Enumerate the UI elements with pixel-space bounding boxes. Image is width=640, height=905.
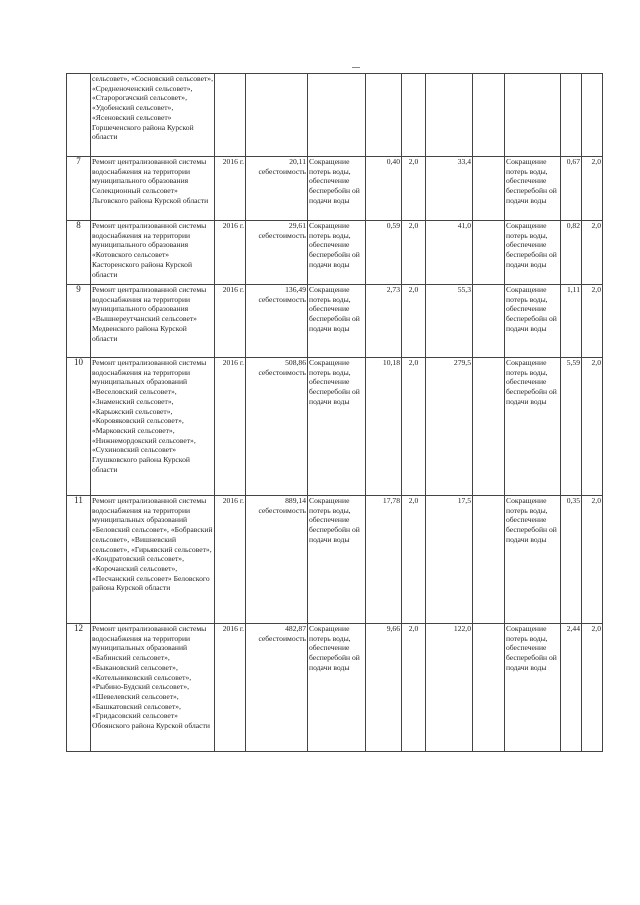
value-cell: 279,5 [426, 358, 473, 496]
cost-cell: 482,87 себестоимость [246, 624, 308, 752]
result-cell: Сокращение потерь воды, обеспечение бесперебойн ой подачи воды [505, 358, 561, 496]
goal-cell: Сокращение потерь воды, обеспечение бесперебойн ой подачи воды [308, 624, 366, 752]
value-cell: 2,0 [402, 157, 426, 221]
goal-cell [308, 74, 366, 157]
result-cell: Сокращение потерь воды, обеспечение бесперебойн ой подачи воды [505, 285, 561, 358]
value-cell: 0,35 [561, 496, 582, 624]
table-row [67, 74, 603, 157]
value-cell [473, 358, 505, 496]
table-row [67, 358, 603, 496]
value-cell [582, 74, 603, 157]
goal-cell: Сокращение потерь воды, обеспечение бесперебойн ой подачи воды [308, 496, 366, 624]
object-name: Ремонт централизованной системы водоснабжения на территории муниципального образования «Котовского сельсовет» Касторенского района Курской области [91, 221, 215, 285]
result-cell: Сокращение потерь воды, обеспечение бесперебойн ой подачи воды [505, 496, 561, 624]
value-cell: 10,18 [366, 358, 402, 496]
result-cell: Сокращение потерь воды, обеспечение бесперебойн ой подачи воды [505, 624, 561, 752]
row-number: 12 [67, 624, 91, 752]
row-number: 11 [67, 496, 91, 624]
cost-cell [246, 74, 308, 157]
value-cell [402, 74, 426, 157]
result-cell: Сокращение потерь воды, обеспечение бесперебойн ой подачи воды [505, 157, 561, 221]
value-cell: 2,44 [561, 624, 582, 752]
value-cell: 2,73 [366, 285, 402, 358]
value-cell: 5,59 [561, 358, 582, 496]
value-cell: 122,0 [426, 624, 473, 752]
year-cell [215, 74, 246, 157]
water-supply-repair-table [66, 73, 603, 752]
value-cell: 17,78 [366, 496, 402, 624]
goal-cell: Сокращение потерь воды, обеспечение бесперебойн ой подачи воды [308, 285, 366, 358]
value-cell: 0,82 [561, 221, 582, 285]
value-cell: 2,0 [402, 358, 426, 496]
value-cell [473, 221, 505, 285]
value-cell: 41,0 [426, 221, 473, 285]
value-cell [473, 496, 505, 624]
goal-cell: Сокращение потерь воды, обеспечение бесперебойн ой подачи воды [308, 157, 366, 221]
year-cell: 2016 г. [215, 157, 246, 221]
row-number [67, 74, 91, 157]
value-cell: 2,0 [582, 285, 603, 358]
cost-cell: 29,61 себестоимость [246, 221, 308, 285]
value-cell [366, 74, 402, 157]
value-cell: 55,3 [426, 285, 473, 358]
row-number: 8 [67, 221, 91, 285]
object-name: сельсовет», «Сосновский сельсовет», «Средненоченский сельсовет», «Старорогачский сельсовет», «Удобенский сельсовет», «Ясеновский сельсовет» Горшеченского района Курской области [91, 74, 215, 157]
value-cell: 2,0 [582, 496, 603, 624]
value-cell: 0,67 [561, 157, 582, 221]
value-cell: 9,66 [366, 624, 402, 752]
object-name: Ремонт централизованной системы водоснабжения на территории муниципального образования «Вышнереутчанский сельсовет» Медвенского района Курской области [91, 285, 215, 358]
value-cell: 1,11 [561, 285, 582, 358]
object-name: Ремонт централизованной системы водоснабжения на территории муниципального образования Селекционный сельсовет» Льговского района Курской области [91, 157, 215, 221]
goal-cell: Сокращение потерь воды, обеспечение бесперебойн ой подачи воды [308, 221, 366, 285]
value-cell: 2,0 [402, 496, 426, 624]
year-cell: 2016 г. [215, 358, 246, 496]
year-cell: 2016 г. [215, 285, 246, 358]
value-cell [473, 157, 505, 221]
value-cell: 0,59 [366, 221, 402, 285]
cost-cell: 136,49 себестоимость [246, 285, 308, 358]
value-cell: 2,0 [402, 624, 426, 752]
object-name: Ремонт централизованной системы водоснабжения на территории муниципальных образований «Веселовский сельсовет», «Знаменский сельсовет», «Карыжский сельсовет», «Коровяковский сельсовет», «Марковский сельсовет», «Нижнемордокский сельсовет», «Сухиновский сельсовет» Глушковского района Курской области [91, 358, 215, 496]
value-cell: 2,0 [582, 221, 603, 285]
value-cell [426, 74, 473, 157]
object-name: Ремонт централизованной системы водоснабжения на территории муниципальных образований «Бабинский сельсовет», «Быкановский сельсовет», «Котельниковский сельсовет», «Рыбино-Будский сельсовет», «Шевелевский сельсовет», «Башкатовский сельсовет», «Гридасовский сельсовет» Обоянского района Курской области [91, 624, 215, 752]
scan-mark [352, 67, 360, 68]
value-cell: 2,0 [582, 157, 603, 221]
cost-cell: 20,11 себестоимость [246, 157, 308, 221]
value-cell: 0,40 [366, 157, 402, 221]
year-cell: 2016 г. [215, 221, 246, 285]
year-cell: 2016 г. [215, 496, 246, 624]
value-cell: 2,0 [582, 624, 603, 752]
object-name: Ремонт централизованной системы водоснабжения на территории муниципальных образований «Беловский сельсовет», «Бобравский сельсовет», «Вишневский сельсовет», «Гирьявский сельсовет», «Кондратовский сельсовет», «Корочанский сельсовет», «Песчанский сельсовет» Беловского района Курской области [91, 496, 215, 624]
value-cell [473, 285, 505, 358]
table-row [67, 285, 603, 358]
goal-cell: Сокращение потерь воды, обеспечение бесперебойн ой подачи воды [308, 358, 366, 496]
result-cell [505, 74, 561, 157]
table-row [67, 496, 603, 624]
row-number: 9 [67, 285, 91, 358]
table-row [67, 624, 603, 752]
year-cell: 2016 г. [215, 624, 246, 752]
cost-cell: 889,14 себестоимость [246, 496, 308, 624]
value-cell [473, 624, 505, 752]
value-cell: 2,0 [582, 358, 603, 496]
value-cell: 2,0 [402, 221, 426, 285]
cost-cell: 508,86 себестоимость [246, 358, 308, 496]
value-cell [473, 74, 505, 157]
value-cell: 33,4 [426, 157, 473, 221]
value-cell: 17,5 [426, 496, 473, 624]
table-row [67, 157, 603, 221]
result-cell: Сокращение потерь воды, обеспечение бесперебойн ой подачи воды [505, 221, 561, 285]
table-row [67, 221, 603, 285]
value-cell [561, 74, 582, 157]
row-number: 7 [67, 157, 91, 221]
row-number: 10 [67, 358, 91, 496]
value-cell: 2,0 [402, 285, 426, 358]
